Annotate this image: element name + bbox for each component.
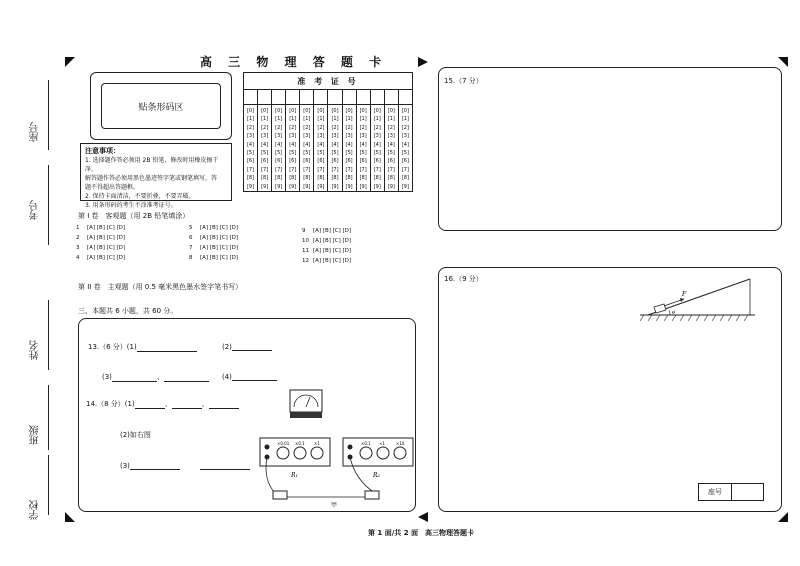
digit-bubble[interactable]: [6] — [303, 158, 311, 165]
digit-bubble[interactable]: [0] — [289, 108, 297, 114]
digit-bubble[interactable]: [2] — [303, 124, 311, 131]
q13-label: 13.（6 分）(1) — [88, 342, 197, 352]
digit-bubble[interactable]: [5] — [345, 150, 353, 157]
digit-bubble[interactable]: [0] — [373, 108, 381, 114]
resistance-box-right — [343, 438, 413, 479]
question-number: 4 — [76, 255, 80, 261]
objective-question[interactable] — [189, 225, 238, 231]
choice-bubbles[interactable]: [A] [B] [C] [D] — [313, 248, 352, 254]
question-number: 3 — [76, 245, 80, 251]
digit-bubble[interactable]: [8] — [303, 175, 311, 182]
digit-bubble[interactable]: [0] — [246, 108, 255, 114]
digit-bubble[interactable]: [6] — [289, 158, 297, 165]
digit-bubble[interactable]: [9] — [345, 183, 353, 190]
digit-bubble[interactable]: [2] — [246, 124, 255, 131]
exam-id-column — [399, 105, 412, 191]
digit-bubble[interactable]: [3] — [289, 133, 297, 140]
question-number: 7 — [189, 245, 193, 251]
digit-bubble[interactable]: [8] — [345, 175, 353, 182]
exam-id-column — [244, 105, 258, 191]
notice-item: 3. 用条形码的考生不涂准考证号。 — [85, 202, 177, 209]
digit-bubble[interactable]: [7] — [387, 166, 395, 173]
r2-label: R₂ — [373, 472, 380, 479]
notice-title: 注意事项： — [85, 147, 120, 155]
digit-bubble[interactable]: [8] — [289, 175, 297, 182]
digit-bubble[interactable]: [2] — [275, 124, 283, 131]
digit-bubble[interactable]: [6] — [261, 158, 269, 165]
choice-bubbles[interactable]: [A] [B] [C] [D] — [200, 255, 239, 261]
digit-bubble[interactable]: [2] — [373, 124, 381, 131]
digit-bubble[interactable]: [5] — [387, 150, 395, 157]
knob-label: ×10 — [396, 441, 405, 446]
objective-question[interactable] — [76, 235, 125, 241]
digit-bubble[interactable]: [4] — [317, 141, 325, 148]
seat-number-box[interactable] — [698, 483, 764, 501]
force-label: F — [682, 291, 687, 298]
barcode-label: 贴条形码区 — [101, 83, 221, 129]
digit-bubble[interactable]: [1] — [345, 116, 353, 123]
digit-bubble[interactable]: [1] — [246, 116, 255, 123]
digit-bubble[interactable]: [1] — [303, 116, 311, 123]
digit-bubble[interactable]: [9] — [275, 183, 283, 190]
digit-bubble[interactable]: [3] — [303, 133, 311, 140]
digit-bubble[interactable]: [0] — [275, 108, 283, 114]
digit-bubble[interactable]: [8] — [387, 175, 395, 182]
r1-label: R₁ — [291, 472, 298, 479]
digit-bubble[interactable]: [2] — [289, 124, 297, 131]
digit-bubble[interactable]: [9] — [317, 183, 325, 190]
digit-bubble[interactable]: [7] — [275, 166, 283, 173]
digit-bubble[interactable]: [2] — [401, 124, 409, 131]
seat-input-cell[interactable] — [732, 484, 763, 500]
choice-bubbles[interactable]: [A] [B] [C] [D] — [200, 225, 239, 231]
digit-bubble[interactable]: [4] — [303, 141, 311, 148]
section3-heading: 三、本题共 6 小题，共 60 分。 — [78, 307, 178, 315]
digit-bubble[interactable]: [5] — [289, 150, 297, 157]
digit-bubble[interactable]: [7] — [359, 166, 367, 173]
exam-id-column — [357, 105, 371, 191]
section2-heading: 第 II 卷 主观题（用 0.5 毫米黑色墨水签字笔书写） — [78, 283, 243, 291]
digit-bubble[interactable]: [7] — [303, 166, 311, 173]
digit-bubble[interactable]: [9] — [246, 183, 255, 190]
exam-id-bubble-grid — [244, 105, 412, 191]
exam-id-title: 准 考 证 号 — [244, 73, 412, 90]
knob-label: ×0.1 — [295, 441, 305, 446]
digit-bubble[interactable]: [3] — [246, 133, 255, 140]
objective-question[interactable] — [302, 258, 351, 264]
digit-bubble[interactable]: [1] — [331, 116, 339, 123]
digit-bubble[interactable]: [8] — [331, 175, 339, 182]
q14-label: 14.（8 分）(1) 、 、 — [86, 399, 239, 409]
angle-label: θ — [672, 310, 676, 316]
knob-label: ×0.01 — [277, 441, 290, 446]
digit-bubble[interactable]: [1] — [289, 116, 297, 123]
digit-bubble[interactable]: [0] — [331, 108, 339, 114]
q13-part3: (3) 、 — [102, 372, 209, 382]
side-label-seat: 座号 — [30, 122, 41, 142]
digit-bubble[interactable]: [5] — [246, 150, 255, 157]
notice-box — [80, 143, 232, 209]
digit-bubble[interactable]: [4] — [401, 141, 409, 148]
digit-bubble[interactable]: [2] — [345, 124, 353, 131]
side-label-school: 学校 — [30, 500, 41, 520]
digit-bubble[interactable]: [9] — [261, 183, 269, 190]
objective-question[interactable] — [76, 255, 125, 261]
side-label-exam-no: 考号 — [30, 200, 41, 220]
digit-bubble[interactable]: [6] — [345, 158, 353, 165]
exam-id-column — [300, 105, 314, 191]
objective-question[interactable] — [189, 245, 238, 251]
exam-id-column — [286, 105, 300, 191]
exam-id-column — [272, 105, 286, 191]
choice-bubbles[interactable]: [A] [B] [C] [D] — [313, 258, 352, 264]
digit-bubble[interactable]: [0] — [401, 108, 409, 114]
barcode-area — [90, 72, 232, 140]
digit-bubble[interactable]: [2] — [331, 124, 339, 131]
digit-bubble[interactable]: [8] — [401, 175, 409, 182]
digit-bubble[interactable]: [9] — [303, 183, 311, 190]
digit-bubble[interactable]: [6] — [331, 158, 339, 165]
resistance-box-left — [260, 438, 330, 479]
q16-label: 16.（9 分） — [444, 275, 483, 283]
question-number: 9 — [302, 228, 306, 234]
objective-question[interactable] — [76, 245, 125, 251]
digit-bubble[interactable]: [0] — [345, 108, 353, 114]
digit-bubble[interactable]: [3] — [359, 133, 367, 140]
exam-id-write-row — [244, 90, 412, 105]
digit-bubble[interactable]: [9] — [331, 183, 339, 190]
question-number: 5 — [189, 225, 193, 231]
digit-bubble[interactable]: [7] — [345, 166, 353, 173]
exam-id-column — [343, 105, 357, 191]
answer-box-15[interactable] — [438, 67, 782, 231]
question-number: 1 — [76, 225, 80, 231]
digit-bubble[interactable]: [5] — [303, 150, 311, 157]
side-label-name: 姓名 — [30, 340, 41, 360]
q14-part3: (3) — [120, 461, 250, 470]
objective-question[interactable] — [302, 238, 351, 244]
objective-question[interactable] — [76, 225, 125, 231]
question-number: 6 — [189, 235, 193, 241]
choice-bubbles[interactable]: [A] [B] [C] [D] — [87, 235, 126, 241]
exam-id-column — [314, 105, 328, 191]
notice-item: 解答题作答必须用黑色墨迹签字笔或钢笔填写，答 — [85, 175, 218, 182]
digit-bubble[interactable]: [4] — [373, 141, 381, 148]
digit-bubble[interactable]: [0] — [359, 108, 367, 114]
exam-id-column — [258, 105, 272, 191]
digit-bubble[interactable]: [6] — [246, 158, 255, 165]
digit-bubble[interactable]: [4] — [246, 141, 255, 148]
digit-bubble[interactable]: [2] — [387, 124, 395, 131]
meter-icon — [290, 390, 322, 418]
digit-bubble[interactable]: [3] — [261, 133, 269, 140]
digit-bubble[interactable]: [3] — [387, 133, 395, 140]
digit-bubble[interactable]: [5] — [359, 150, 367, 157]
digit-bubble[interactable]: [0] — [261, 108, 269, 114]
section1-heading: 第 I 卷 客观题（用 2B 铅笔填涂） — [78, 212, 190, 220]
objective-question[interactable] — [189, 255, 238, 261]
digit-bubble[interactable]: [8] — [261, 175, 269, 182]
objective-question[interactable] — [189, 235, 238, 241]
digit-bubble[interactable]: [7] — [331, 166, 339, 173]
digit-bubble[interactable]: [4] — [345, 141, 353, 148]
objective-question[interactable] — [302, 248, 351, 254]
q14-part2: (2)如右图 — [120, 431, 151, 439]
question-number: 12 — [302, 258, 309, 264]
notice-item: 2. 保持卡面清洁，不要折叠，不要弄破。 — [85, 193, 195, 200]
exam-id-table — [243, 72, 413, 192]
q15-label: 15.（7 分） — [444, 77, 483, 85]
digit-bubble[interactable]: [2] — [359, 124, 367, 131]
digit-bubble[interactable]: [3] — [331, 133, 339, 140]
digit-bubble[interactable]: [9] — [373, 183, 381, 190]
knob-label: ×0.1 — [361, 441, 371, 446]
choice-bubbles[interactable]: [A] [B] [C] [D] — [313, 228, 352, 234]
side-label-class: 班级 — [30, 425, 41, 445]
digit-bubble[interactable]: [3] — [275, 133, 283, 140]
seat-label: 座号 — [699, 484, 732, 500]
digit-bubble[interactable]: [5] — [275, 150, 283, 157]
digit-bubble[interactable]: [4] — [275, 141, 283, 148]
choice-bubbles[interactable]: [A] [B] [C] [D] — [87, 225, 126, 231]
digit-bubble[interactable]: [2] — [317, 124, 325, 131]
q13-part4: (4) — [222, 372, 277, 381]
digit-bubble[interactable]: [1] — [317, 116, 325, 123]
incline-figure — [640, 275, 760, 325]
exam-id-column — [385, 105, 399, 191]
page-title: 高 三 物 理 答 题 卡 — [200, 55, 388, 69]
digit-bubble[interactable]: [6] — [401, 158, 409, 165]
digit-bubble[interactable]: [3] — [373, 133, 381, 140]
digit-bubble[interactable]: [7] — [373, 166, 381, 173]
question-number: 2 — [76, 235, 80, 241]
digit-bubble[interactable]: [8] — [275, 175, 283, 182]
choice-bubbles[interactable]: [A] [B] [C] [D] — [87, 245, 126, 251]
digit-bubble[interactable]: [8] — [317, 175, 325, 182]
digit-bubble[interactable]: [4] — [261, 141, 269, 148]
digit-bubble[interactable]: [1] — [387, 116, 395, 123]
digit-bubble[interactable]: [1] — [261, 116, 269, 123]
digit-bubble[interactable]: [5] — [401, 150, 409, 157]
digit-bubble[interactable]: [7] — [289, 166, 297, 173]
choice-bubbles[interactable]: [A] [B] [C] [D] — [200, 235, 239, 241]
digit-bubble[interactable]: [5] — [373, 150, 381, 157]
circuit-figure — [255, 385, 415, 510]
notice-item: 题不得超出答题框。 — [85, 184, 140, 191]
page-footer: 第 1 面/共 2 面 高三物理答题卡 — [368, 529, 475, 537]
knob-label: ×1 — [379, 441, 385, 446]
q13-part2: (2) — [222, 342, 272, 351]
digit-bubble[interactable]: [7] — [401, 166, 409, 173]
exam-id-column — [328, 105, 342, 191]
digit-bubble[interactable]: [1] — [373, 116, 381, 123]
question-number: 10 — [302, 238, 309, 244]
digit-bubble[interactable]: [3] — [401, 133, 409, 140]
digit-bubble[interactable]: [0] — [387, 108, 395, 114]
digit-bubble[interactable]: [4] — [289, 141, 297, 148]
objective-question[interactable] — [302, 228, 351, 234]
digit-bubble[interactable]: [6] — [317, 158, 325, 165]
digit-bubble[interactable]: [7] — [317, 166, 325, 173]
notice-item: 1. 选择题作答必须用 2B 铅笔，修改时用橡皮擦干净。 — [85, 157, 219, 173]
figure-caption: 甲 — [331, 502, 338, 509]
digit-bubble[interactable]: [3] — [317, 133, 325, 140]
digit-bubble[interactable]: [8] — [373, 175, 381, 182]
digit-bubble[interactable]: [9] — [359, 183, 367, 190]
digit-bubble[interactable]: [4] — [359, 141, 367, 148]
digit-bubble[interactable]: [7] — [261, 166, 269, 173]
digit-bubble[interactable]: [1] — [275, 116, 283, 123]
digit-bubble[interactable]: [6] — [387, 158, 395, 165]
knob-label: ×1 — [314, 441, 320, 446]
digit-bubble[interactable]: [3] — [345, 133, 353, 140]
choice-bubbles[interactable]: [A] [B] [C] [D] — [200, 245, 239, 251]
digit-bubble[interactable]: [6] — [373, 158, 381, 165]
digit-bubble[interactable]: [6] — [275, 158, 283, 165]
digit-bubble[interactable]: [7] — [246, 166, 255, 173]
digit-bubble[interactable]: [0] — [303, 108, 311, 114]
digit-bubble[interactable]: [4] — [387, 141, 395, 148]
digit-bubble[interactable]: [5] — [317, 150, 325, 157]
digit-bubble[interactable]: [2] — [261, 124, 269, 131]
question-number: 8 — [189, 255, 193, 261]
digit-bubble[interactable]: [8] — [359, 175, 367, 182]
digit-bubble[interactable]: [8] — [246, 175, 255, 182]
digit-bubble[interactable]: [6] — [359, 158, 367, 165]
digit-bubble[interactable]: [1] — [401, 116, 409, 123]
digit-bubble[interactable]: [9] — [387, 183, 395, 190]
digit-bubble[interactable]: [0] — [317, 108, 325, 114]
digit-bubble[interactable]: [5] — [331, 150, 339, 157]
digit-bubble[interactable]: [5] — [261, 150, 269, 157]
exam-id-column — [371, 105, 385, 191]
digit-bubble[interactable]: [4] — [331, 141, 339, 148]
digit-bubble[interactable]: [1] — [359, 116, 367, 123]
choice-bubbles[interactable]: [A] [B] [C] [D] — [87, 255, 126, 261]
digit-bubble[interactable]: [9] — [401, 183, 409, 190]
digit-bubble[interactable]: [9] — [289, 183, 297, 190]
choice-bubbles[interactable]: [A] [B] [C] [D] — [313, 238, 352, 244]
question-number: 11 — [302, 248, 309, 254]
